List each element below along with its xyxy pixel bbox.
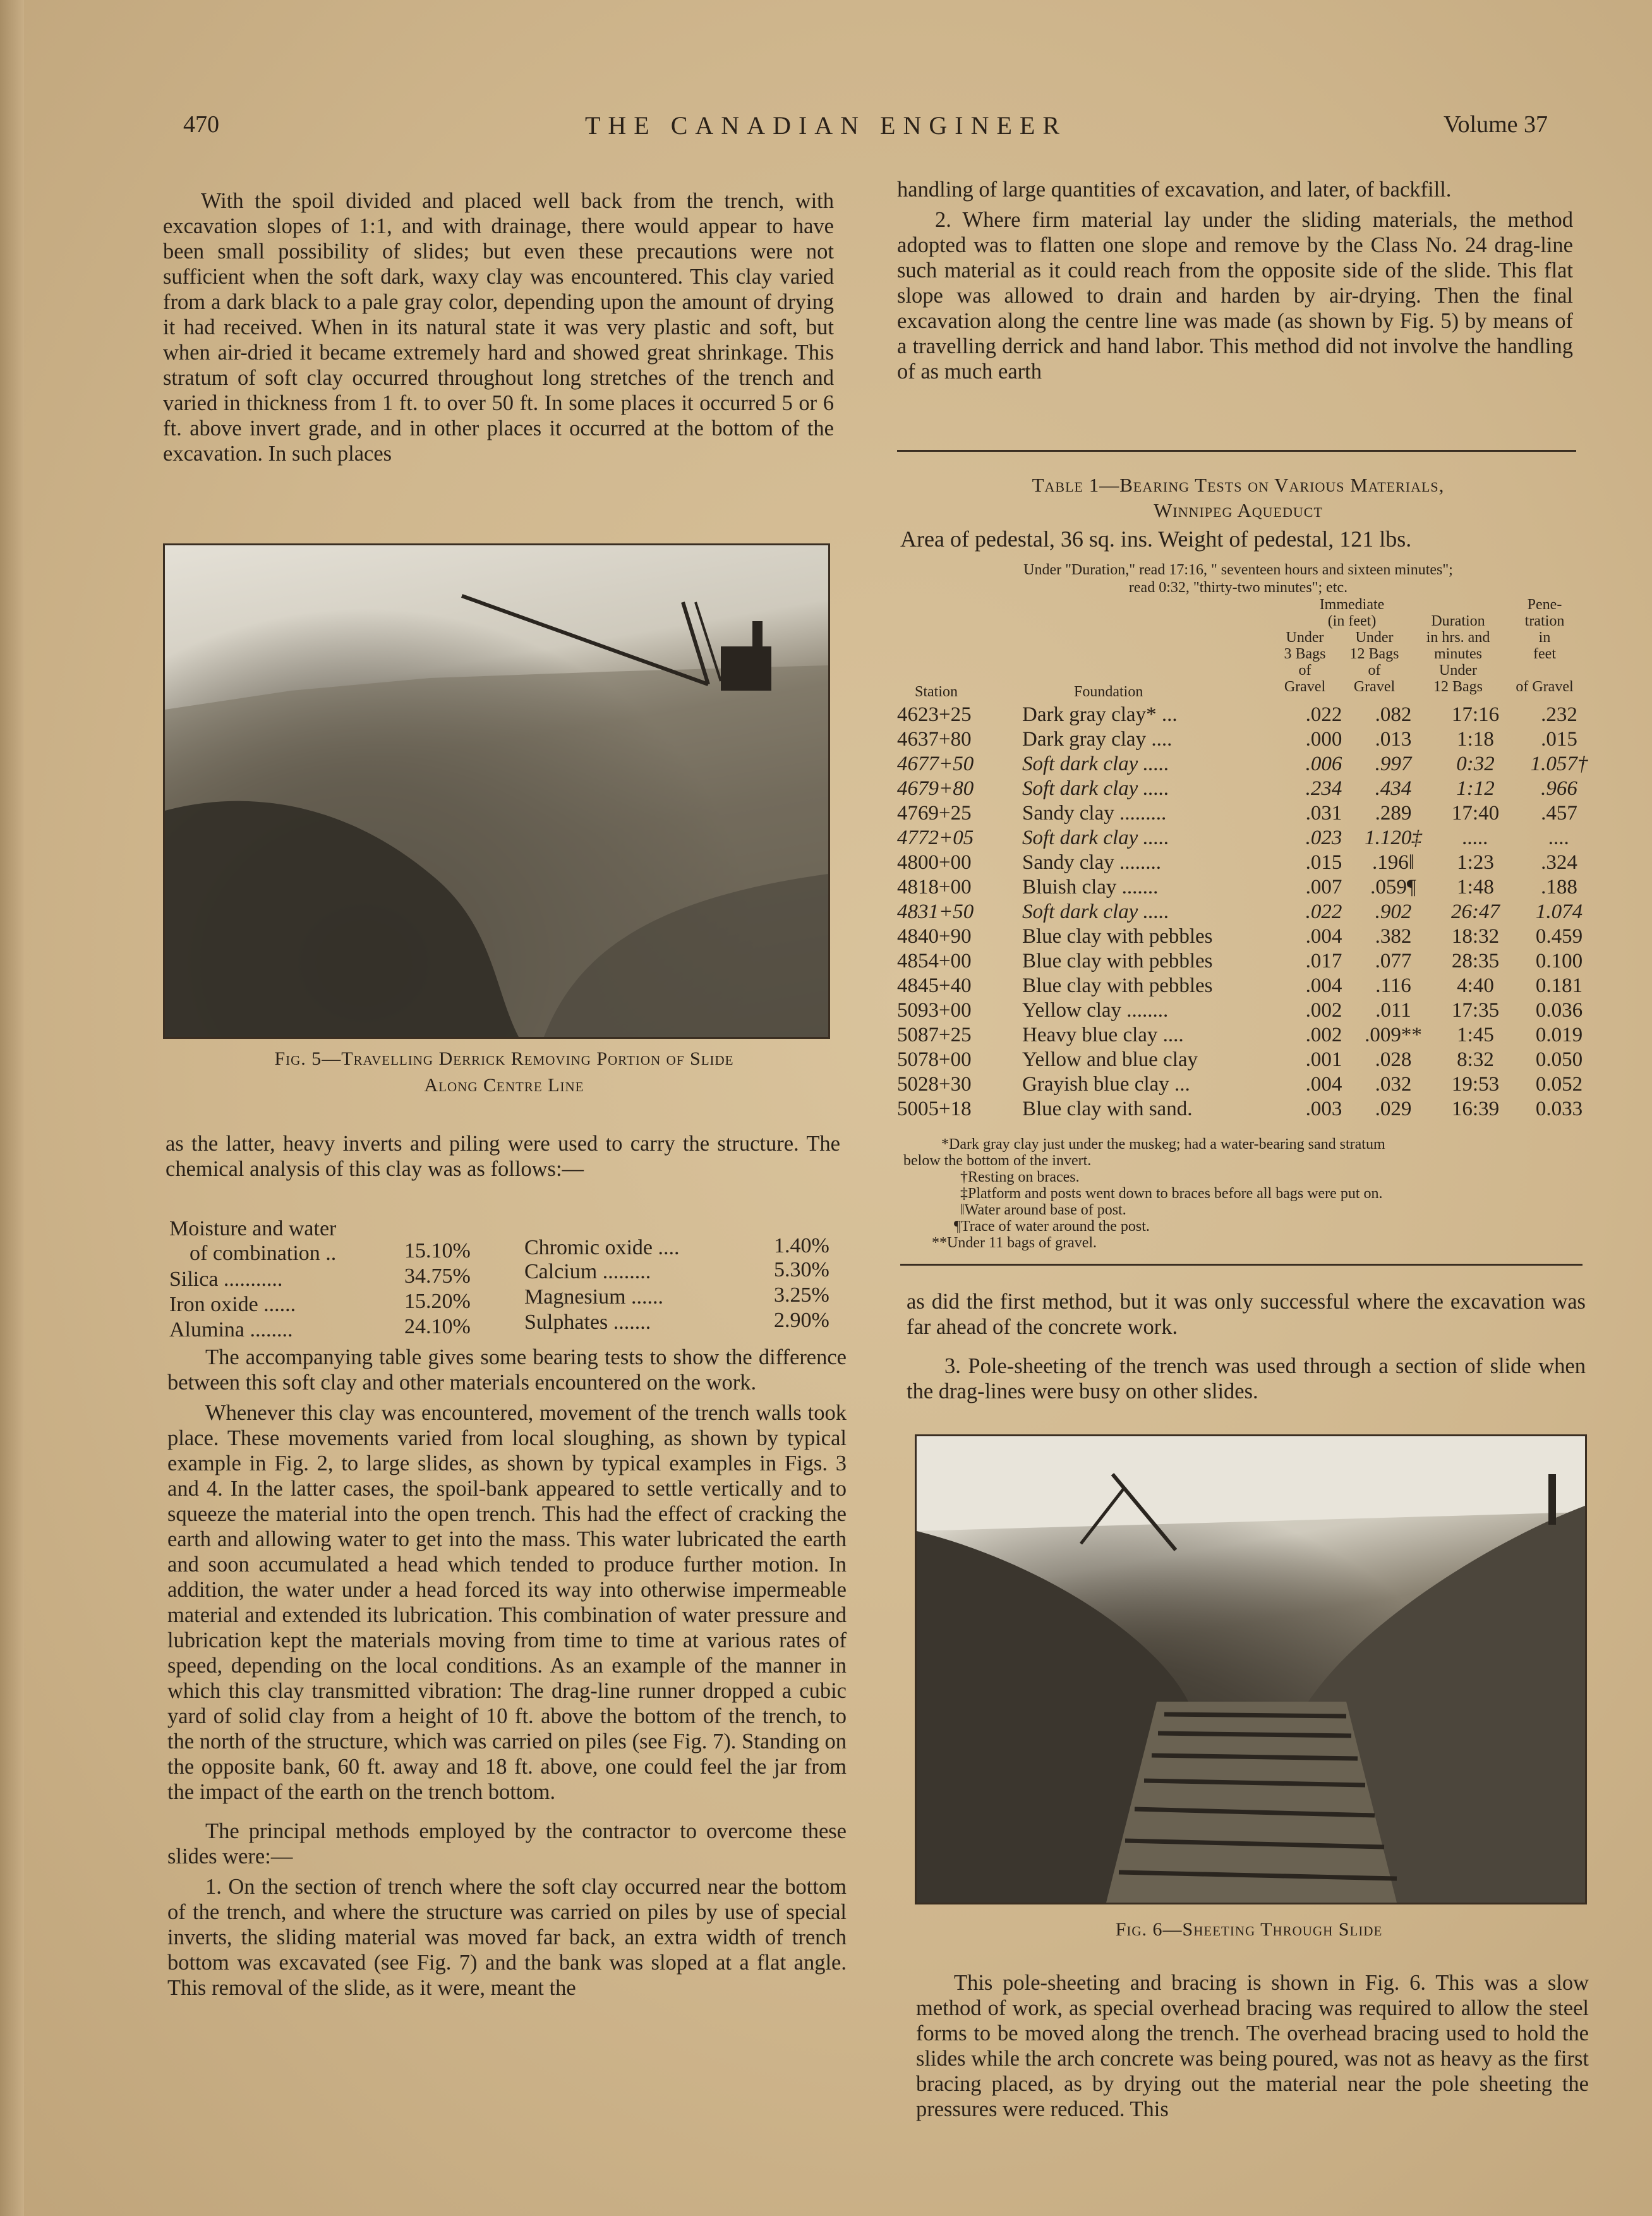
methods-paragraph: The principal methods employed by the contractor to overcome these slides were:— — [167, 1819, 847, 1868]
col-header-duration-1: Duration — [1431, 613, 1485, 629]
after-table-paragraph: as did the first method, but it was only successful where the excavation was far ahead of the concrete work. — [907, 1290, 1586, 1339]
foundation-cell: Yellow clay ........ — [1022, 999, 1169, 1022]
penetration-cell: .232 — [1541, 703, 1577, 726]
foundation-cell: Blue clay with sand. — [1022, 1098, 1193, 1120]
table-row — [897, 1072, 1594, 1097]
under-3-bags-cell: .022 — [1305, 703, 1342, 726]
page-binding-edge — [0, 0, 24, 2216]
col-header-station: Station — [915, 684, 958, 700]
journal-title: THE CANADIAN ENGINEER — [584, 111, 1068, 140]
table-row — [897, 924, 1594, 949]
under-12-bags-cell: .289 — [1375, 802, 1412, 825]
duration-cell: 1:12 — [1456, 777, 1495, 800]
chem-iron-label: Iron oxide ...... — [169, 1293, 296, 1316]
penetration-cell: 1.057† — [1530, 753, 1588, 775]
chem-magnesium-label: Magnesium ...... — [524, 1285, 664, 1309]
station-cell: 4800+00 — [897, 851, 972, 874]
penetration-cell: 0.181 — [1535, 974, 1583, 997]
penetration-cell: .015 — [1541, 728, 1577, 751]
right-top-text — [897, 177, 1573, 389]
foundation-cell: Soft dark clay ..... — [1022, 753, 1169, 775]
col-header-immediate-1: Immediate — [1319, 596, 1385, 613]
col-header-duration-4: Under — [1439, 662, 1477, 679]
table-intro-paragraph: The accompanying table gives some bearing tests to show the difference between this soft clay and other materials encountered on the work. — [167, 1345, 847, 1395]
under-12-bags-cell: .196‖ — [1372, 851, 1414, 874]
bottom-paragraph: This pole-sheeting and bracing is shown in Fig. 6. This was a slow method of work, as special overhead bracing was required to allow the steel forms to be moved along the trench. The overhead bracing used to hold the slides while the arch concrete was being poured, was not as heavy as the first bracing placed, as by drying out the material near the pole sheeting the pressures were reduced. This — [916, 1971, 1589, 2121]
table-row — [897, 801, 1594, 826]
penetration-cell: .... — [1548, 826, 1570, 849]
table-row — [897, 752, 1594, 777]
col-header-duration-2: in hrs. and — [1426, 629, 1490, 646]
foundation-cell: Soft dark clay ..... — [1022, 826, 1169, 849]
fig6-caption: Fig. 6—Sheeting Through Slide — [1115, 1919, 1383, 1940]
chem-moisture-value: 15.10% — [404, 1239, 471, 1262]
footnote-star-2: below the bottom of the invert. — [903, 1153, 1092, 1169]
intro-paragraph: With the spoil divided and placed well back from the trench, with excavation slopes of 1:1, and with drainage, there would appear to have been small possibility of slides; but even these precautions were not sufficient when the soft dark, waxy clay was encountered. This clay varied from a dark black to a pale gray color, depending upon the amount of drying it had received. When in its natural state it was very plastic and soft, but when air-dried it became extremely hard and showed great shrinkage. This stratum of soft clay occurred throughout long stretches of the trench and varied in thickness from 1 ft. to over 50 ft. In some places it occurred 5 or 6 ft. above invert grade, and in other places it occurred at the bottom of the excavation. In such places — [163, 189, 834, 466]
right-after-table-text — [907, 1289, 1586, 1409]
col-header-penetration-2: tration — [1524, 613, 1565, 629]
table-row — [897, 949, 1594, 974]
table1-title — [897, 473, 1579, 523]
under-3-bags-cell: .023 — [1305, 826, 1342, 849]
fig5-caption — [163, 1046, 845, 1099]
table-row — [897, 900, 1594, 924]
col-header-under12-1: Under — [1355, 629, 1394, 646]
penetration-cell: 0.036 — [1535, 999, 1583, 1022]
chem-silica-label: Silica ........... — [169, 1268, 283, 1291]
col-header-duration — [1408, 613, 1509, 695]
penetration-cell: .324 — [1541, 851, 1577, 874]
under-12-bags-cell: .997 — [1375, 753, 1412, 775]
foundation-cell: Soft dark clay ..... — [1022, 900, 1169, 923]
penetration-cell: 0.459 — [1535, 925, 1583, 948]
duration-cell: 4:40 — [1457, 974, 1494, 997]
col-header-penetration — [1504, 596, 1586, 695]
table-row — [897, 1048, 1594, 1072]
under-3-bags-cell: .006 — [1305, 753, 1342, 775]
col-header-penetration-1: Pene- — [1527, 596, 1562, 613]
under-3-bags-cell: .002 — [1305, 999, 1342, 1022]
station-cell: 5028+30 — [897, 1073, 972, 1096]
fig6-sheeting-illustration — [917, 1436, 1585, 1903]
fig5-photo — [163, 543, 830, 1039]
station-cell: 4840+90 — [897, 925, 972, 948]
penetration-cell: 0.033 — [1535, 1098, 1583, 1120]
duration-cell: 1:48 — [1457, 876, 1494, 899]
station-cell: 5093+00 — [897, 999, 972, 1022]
duration-cell: 1:45 — [1457, 1024, 1494, 1046]
col-header-duration-5: 12 Bags — [1433, 679, 1483, 695]
foundation-cell: Dark gray clay .... — [1022, 728, 1173, 751]
footnote-star-1: *Dark gray clay just under the muskeg; had a water-bearing sand stratum — [941, 1136, 1385, 1153]
under-12-bags-cell: .082 — [1375, 703, 1412, 726]
col-header-penetration-5: of Gravel — [1516, 679, 1574, 695]
under-3-bags-cell: .015 — [1305, 851, 1342, 874]
duration-cell: 17:40 — [1451, 802, 1500, 825]
penetration-cell: 0.100 — [1535, 950, 1583, 972]
method3-paragraph: 3. Pole-sheeting of the trench was used through a section of slide when the drag-lines were busy on other slides. — [907, 1354, 1586, 1403]
station-cell: 4854+00 — [897, 950, 972, 972]
fig6-photo — [915, 1434, 1587, 1904]
table1-title-line1: Table 1—Bearing Tests on Various Materials, — [1032, 474, 1445, 496]
chem-chromic-label: Chromic oxide .... — [524, 1236, 680, 1259]
chem-calcium-label: Calcium ......... — [524, 1260, 651, 1283]
table-row — [897, 875, 1594, 900]
volume-label: Volume 37 — [1443, 111, 1548, 138]
fig5-caption-line2: Along Centre Line — [424, 1075, 584, 1096]
footnote-ddagger: ‡Platform and posts went down to braces before all bags were put on. — [960, 1185, 1383, 1202]
under-12-bags-cell: .059¶ — [1370, 876, 1416, 899]
under-3-bags-cell: .001 — [1305, 1048, 1342, 1071]
under-3-bags-cell: .022 — [1305, 900, 1342, 923]
station-cell: 4831+50 — [897, 900, 974, 923]
penetration-cell: .457 — [1541, 802, 1577, 825]
foundation-cell: Sandy clay ......... — [1022, 802, 1167, 825]
under-3-bags-cell: .017 — [1305, 950, 1342, 972]
foundation-cell: Grayish blue clay ... — [1022, 1073, 1190, 1096]
duration-cell: 1:18 — [1457, 728, 1494, 751]
footnote-dagger: †Resting on braces. — [960, 1169, 1080, 1185]
col-header-immediate-2: (in feet) — [1327, 613, 1377, 629]
col-header-duration-3: minutes — [1434, 646, 1482, 662]
station-cell: 4637+80 — [897, 728, 972, 751]
under-12-bags-cell: .116 — [1375, 974, 1411, 997]
method2-paragraph: 2. Where firm material lay under the sliding materials, the method adopted was to flatten one slope and remove by the Class No. 24 drag-line such material as it could reach from the opposite side of the slide. This flat slope was allowed to drain and harden by air-drying. Then the final excavation along the centre line was made (as shown by Fig. 5) by means of a travelling derrick and hand labor. This method did not involve the handling of as much earth — [897, 208, 1573, 384]
duration-cell: 18:32 — [1451, 925, 1500, 948]
col-header-under3-4: Gravel — [1284, 679, 1326, 695]
table-row — [897, 727, 1594, 752]
chem-moisture-label-2: of combination .. — [190, 1242, 337, 1265]
chem-chromic-value: 1.40% — [774, 1234, 829, 1257]
chem-silica-value: 34.75% — [404, 1264, 471, 1288]
table-row — [897, 1097, 1594, 1122]
foundation-cell: Yellow and blue clay — [1022, 1048, 1198, 1071]
chem-iron-value: 15.20% — [404, 1290, 471, 1313]
left-intro-text — [163, 188, 834, 471]
foundation-cell: Blue clay with pebbles — [1022, 950, 1213, 972]
col-header-under3-1: Under — [1286, 629, 1324, 646]
col-header-immediate — [1289, 596, 1415, 629]
col-header-under3-3: of — [1298, 662, 1311, 679]
table-row — [897, 974, 1594, 998]
under-12-bags-cell: .032 — [1375, 1073, 1412, 1096]
foundation-cell: Blue clay with pebbles — [1022, 925, 1213, 948]
duration-cell: 8:32 — [1457, 1048, 1494, 1071]
under-3-bags-cell: .234 — [1305, 777, 1342, 800]
duration-cell: 28:35 — [1451, 950, 1500, 972]
penetration-cell: 0.050 — [1535, 1048, 1583, 1071]
table-row — [897, 1023, 1594, 1048]
page-number: 470 — [183, 111, 219, 138]
left-body-text — [167, 1345, 847, 2006]
station-cell: 5005+18 — [897, 1098, 972, 1120]
penetration-cell: 1.074 — [1535, 900, 1583, 923]
under-12-bags-cell: .029 — [1375, 1098, 1412, 1120]
under-3-bags-cell: .007 — [1305, 876, 1342, 899]
fig5-derrick-illustration — [165, 545, 828, 1037]
duration-cell: 0:32 — [1456, 753, 1495, 775]
duration-cell: ..... — [1462, 826, 1489, 849]
under-12-bags-cell: .013 — [1375, 728, 1412, 751]
foundation-cell: Sandy clay ........ — [1022, 851, 1161, 874]
table-row — [897, 998, 1594, 1023]
chem-alumina-value: 24.10% — [404, 1315, 471, 1338]
method1-paragraph: 1. On the section of trench where the soft clay occurred near the bottom of the trench, and where the structure was carried on piles by use of special inverts, the sliding material was moved far back, an extra width of trench bottom was excavated (see Fig. 7) and the bank was sloped at a flat angle. This removal of the slide, as it were, meant the — [167, 1875, 847, 2000]
duration-cell: 1:23 — [1457, 851, 1494, 874]
bearing-tests-table — [897, 703, 1594, 1122]
under-12-bags-cell: .011 — [1375, 999, 1411, 1022]
right-bottom-text — [916, 1970, 1589, 2127]
under-3-bags-cell: .003 — [1305, 1098, 1342, 1120]
station-cell: 5087+25 — [897, 1024, 972, 1046]
foundation-cell: Heavy blue clay .... — [1022, 1024, 1184, 1046]
station-cell: 4845+40 — [897, 974, 972, 997]
station-cell: 4818+00 — [897, 876, 972, 899]
under-3-bags-cell: .002 — [1305, 1024, 1342, 1046]
chem-alumina-label: Alumina ........ — [169, 1318, 293, 1341]
foundation-cell: Bluish clay ....... — [1022, 876, 1159, 899]
station-cell: 4677+50 — [897, 753, 974, 775]
station-cell: 5078+00 — [897, 1048, 972, 1071]
table1-area-line: Area of pedestal, 36 sq. ins. Weight of pedestal, 121 lbs. — [900, 526, 1412, 552]
table1-duration-note — [897, 561, 1579, 596]
col-header-under3 — [1269, 629, 1341, 695]
table-top-rule — [897, 450, 1576, 452]
footnote-dstar: **Under 11 bags of gravel. — [932, 1235, 1097, 1251]
duration-cell: 16:39 — [1451, 1098, 1500, 1120]
penetration-cell: .188 — [1541, 876, 1577, 899]
foundation-cell: Dark gray clay* ... — [1022, 703, 1178, 726]
under-12-bags-cell: .382 — [1375, 925, 1412, 948]
col-header-under12-3: of — [1368, 662, 1381, 679]
duration-cell: 17:35 — [1451, 999, 1500, 1022]
col-header-under12 — [1341, 629, 1408, 695]
under-3-bags-cell: .004 — [1305, 1073, 1342, 1096]
station-cell: 4679+80 — [897, 777, 974, 800]
footnote-pilcrow: ¶Trace of water around the post. — [954, 1218, 1150, 1235]
duration-cell: 19:53 — [1451, 1073, 1500, 1096]
left-continuation-text — [166, 1131, 840, 1187]
penetration-cell: 0.019 — [1535, 1024, 1583, 1046]
station-cell: 4623+25 — [897, 703, 972, 726]
col-header-foundation: Foundation — [1074, 684, 1143, 700]
under-12-bags-cell: .434 — [1375, 777, 1412, 800]
footnote-parallel: ‖Water around base of post. — [960, 1202, 1126, 1218]
col-header-penetration-3: in — [1538, 629, 1551, 646]
foundation-cell: Soft dark clay ..... — [1022, 777, 1169, 800]
col-header-under12-4: Gravel — [1353, 679, 1396, 695]
table1-note-line1: Under "Duration," read 17:16, " seventeen hours and sixteen minutes"; — [1023, 562, 1453, 578]
table-row — [897, 851, 1594, 875]
table-row — [897, 826, 1594, 851]
under-12-bags-cell: .902 — [1375, 900, 1412, 923]
under-3-bags-cell: .000 — [1305, 728, 1342, 751]
penetration-cell: .966 — [1541, 777, 1577, 800]
station-cell: 4769+25 — [897, 802, 972, 825]
station-cell: 4772+05 — [897, 826, 974, 849]
continuation-paragraph: as the latter, heavy inverts and piling were used to carry the structure. The chemical analysis of this clay was as follows:— — [166, 1132, 840, 1181]
chem-moisture-label-1: Moisture and water — [169, 1217, 337, 1240]
table1-note-line2: read 0:32, "thirty-two minutes"; etc. — [1128, 579, 1348, 596]
col-header-under3-2: 3 Bags — [1284, 646, 1326, 662]
duration-cell: 26:47 — [1451, 900, 1500, 923]
chem-calcium-value: 5.30% — [774, 1258, 829, 1281]
chem-sulphates-label: Sulphates ....... — [524, 1311, 651, 1334]
col-header-under12-2: 12 Bags — [1349, 646, 1399, 662]
penetration-cell: 0.052 — [1535, 1073, 1583, 1096]
top-paragraph: handling of large quantities of excavation, and later, of backfill. — [897, 178, 1452, 202]
under-3-bags-cell: .031 — [1305, 802, 1342, 825]
table-row — [897, 777, 1594, 801]
col-header-penetration-4: feet — [1533, 646, 1556, 662]
chem-sulphates-value: 2.90% — [774, 1309, 829, 1332]
chem-magnesium-value: 3.25% — [774, 1283, 829, 1307]
under-3-bags-cell: .004 — [1305, 974, 1342, 997]
table1-title-line2: Winnipeg Aqueduct — [1154, 499, 1323, 521]
under-12-bags-cell: .077 — [1375, 950, 1412, 972]
duration-cell: 17:16 — [1451, 703, 1500, 726]
table-bottom-rule — [900, 1264, 1583, 1266]
under-3-bags-cell: .004 — [1305, 925, 1342, 948]
table1-footnotes — [903, 1136, 1586, 1251]
under-12-bags-cell: .009** — [1365, 1024, 1422, 1046]
under-12-bags-cell: .028 — [1375, 1048, 1412, 1071]
table-row — [897, 703, 1594, 727]
foundation-cell: Blue clay with pebbles — [1022, 974, 1213, 997]
movement-paragraph: Whenever this clay was encountered, movement of the trench walls took place. These movements varied from local sloughing, as shown by typical example in Fig. 2, to large slides, as shown by typical examples in Figs. 3 and 4. In the latter cases, the spoil-bank appeared to settle vertically and to squeeze the material into the open trench. This had the effect of cracking the earth and allowing water to get into the mass. This water lubricated the earth and soon accumulated a head which tended to produce further motion. In addition, the water under a head forced its way into otherwise impermeable material and extended its lubrication. This combination of water pressure and lubrication kept the materials moving from time to time at various rates of speed, depending on the local conditions. As an example of the manner in which this clay transmitted vibration: The drag-line runner dropped a cubic yard of solid clay from a height of 10 ft. above the bottom of the trench, to the north of the structure, which was carried on piles (see Fig. 7). Standing on the opposite bank, 60 ft. away and 18 ft. above, one could feel the jar from the impact of the earth on the trench bottom. — [167, 1401, 847, 1804]
fig5-caption-line1: Fig. 5—Travelling Derrick Removing Portion of Slide — [274, 1048, 734, 1069]
under-12-bags-cell: 1.120‡ — [1365, 826, 1422, 849]
